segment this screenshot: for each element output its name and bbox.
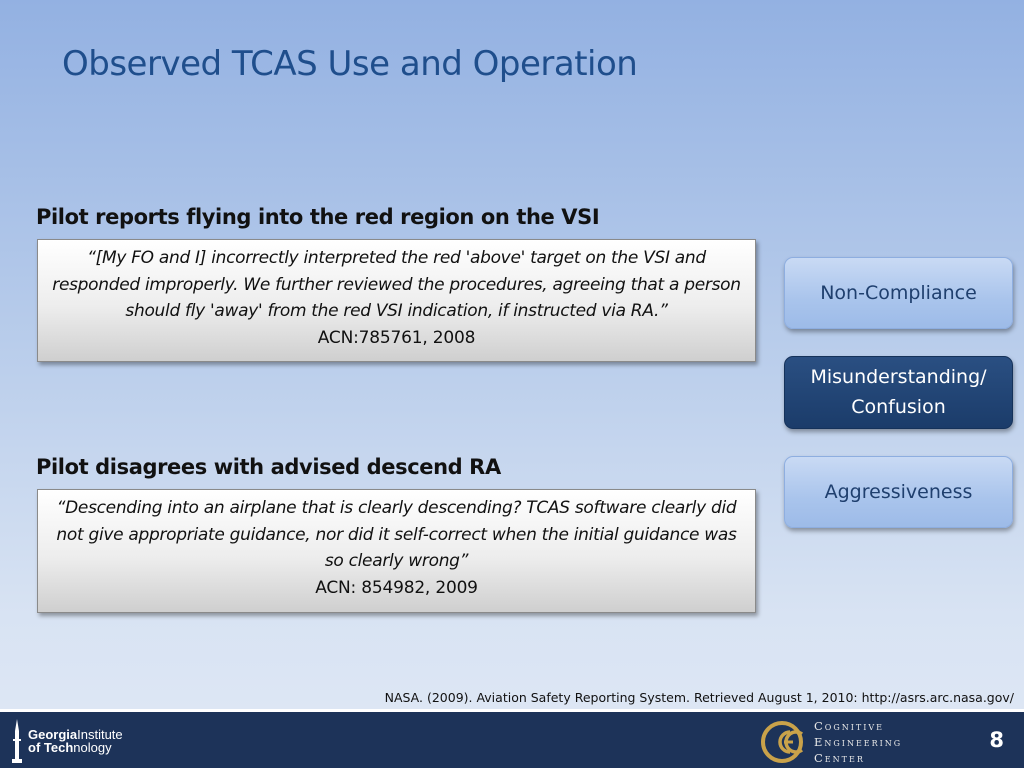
georgia-tech-logo bbox=[10, 718, 123, 764]
category-aggressiveness[interactable]: Aggressiveness bbox=[784, 456, 1013, 528]
cec-line: Center bbox=[814, 751, 865, 765]
page-number: 8 bbox=[989, 728, 1004, 752]
slide-title: Observed TCAS Use and Operation bbox=[62, 44, 638, 84]
gt-logo-word: Institute bbox=[77, 727, 123, 742]
quote-text: “Descending into an airplane that is clearly descending? TCAS software clearly did not give appropriate guidance, nor did it self-correct when the initial guidance was so clearly wrong” bbox=[56, 498, 737, 571]
gt-logo-word: nology bbox=[73, 740, 112, 755]
footer-bar bbox=[0, 709, 1024, 768]
reference-note: NASA. (2009). Aviation Safety Reporting System. Retrieved August 1, 2010: http://asrs.arc.nasa.gov/ bbox=[384, 690, 1014, 705]
tech-tower-icon bbox=[10, 719, 24, 763]
quote-box-vsi bbox=[37, 239, 756, 362]
category-misunderstanding-confusion[interactable]: Misunderstanding/ Confusion bbox=[784, 356, 1013, 429]
quote-text: “[My FO and I] incorrectly interpreted the red 'above' target on the VSI and responded improperly. We further reviewed the procedures, agreeing that a person should fly 'away' from the red VSI indication, if instructed via RA.” bbox=[52, 248, 741, 321]
cec-ring-logo-icon bbox=[760, 718, 810, 766]
category-non-compliance[interactable]: Non-Compliance bbox=[784, 257, 1013, 329]
gt-logo-word: Georgia bbox=[28, 727, 78, 742]
quote-citation: ACN: 854982, 2009 bbox=[315, 577, 478, 598]
cec-line: Cognitive bbox=[814, 719, 885, 733]
cec-logo-text bbox=[814, 718, 902, 766]
section-heading-vsi: Pilot reports flying into the red region on the VSI bbox=[36, 205, 600, 229]
cec-line: Engineering bbox=[814, 735, 903, 749]
quote-citation: ACN:785761, 2008 bbox=[317, 327, 476, 348]
gt-logo-word: of Tech bbox=[28, 740, 74, 755]
quote-box-descend-ra bbox=[37, 489, 756, 613]
section-heading-descend-ra: Pilot disagrees with advised descend RA bbox=[36, 455, 501, 479]
